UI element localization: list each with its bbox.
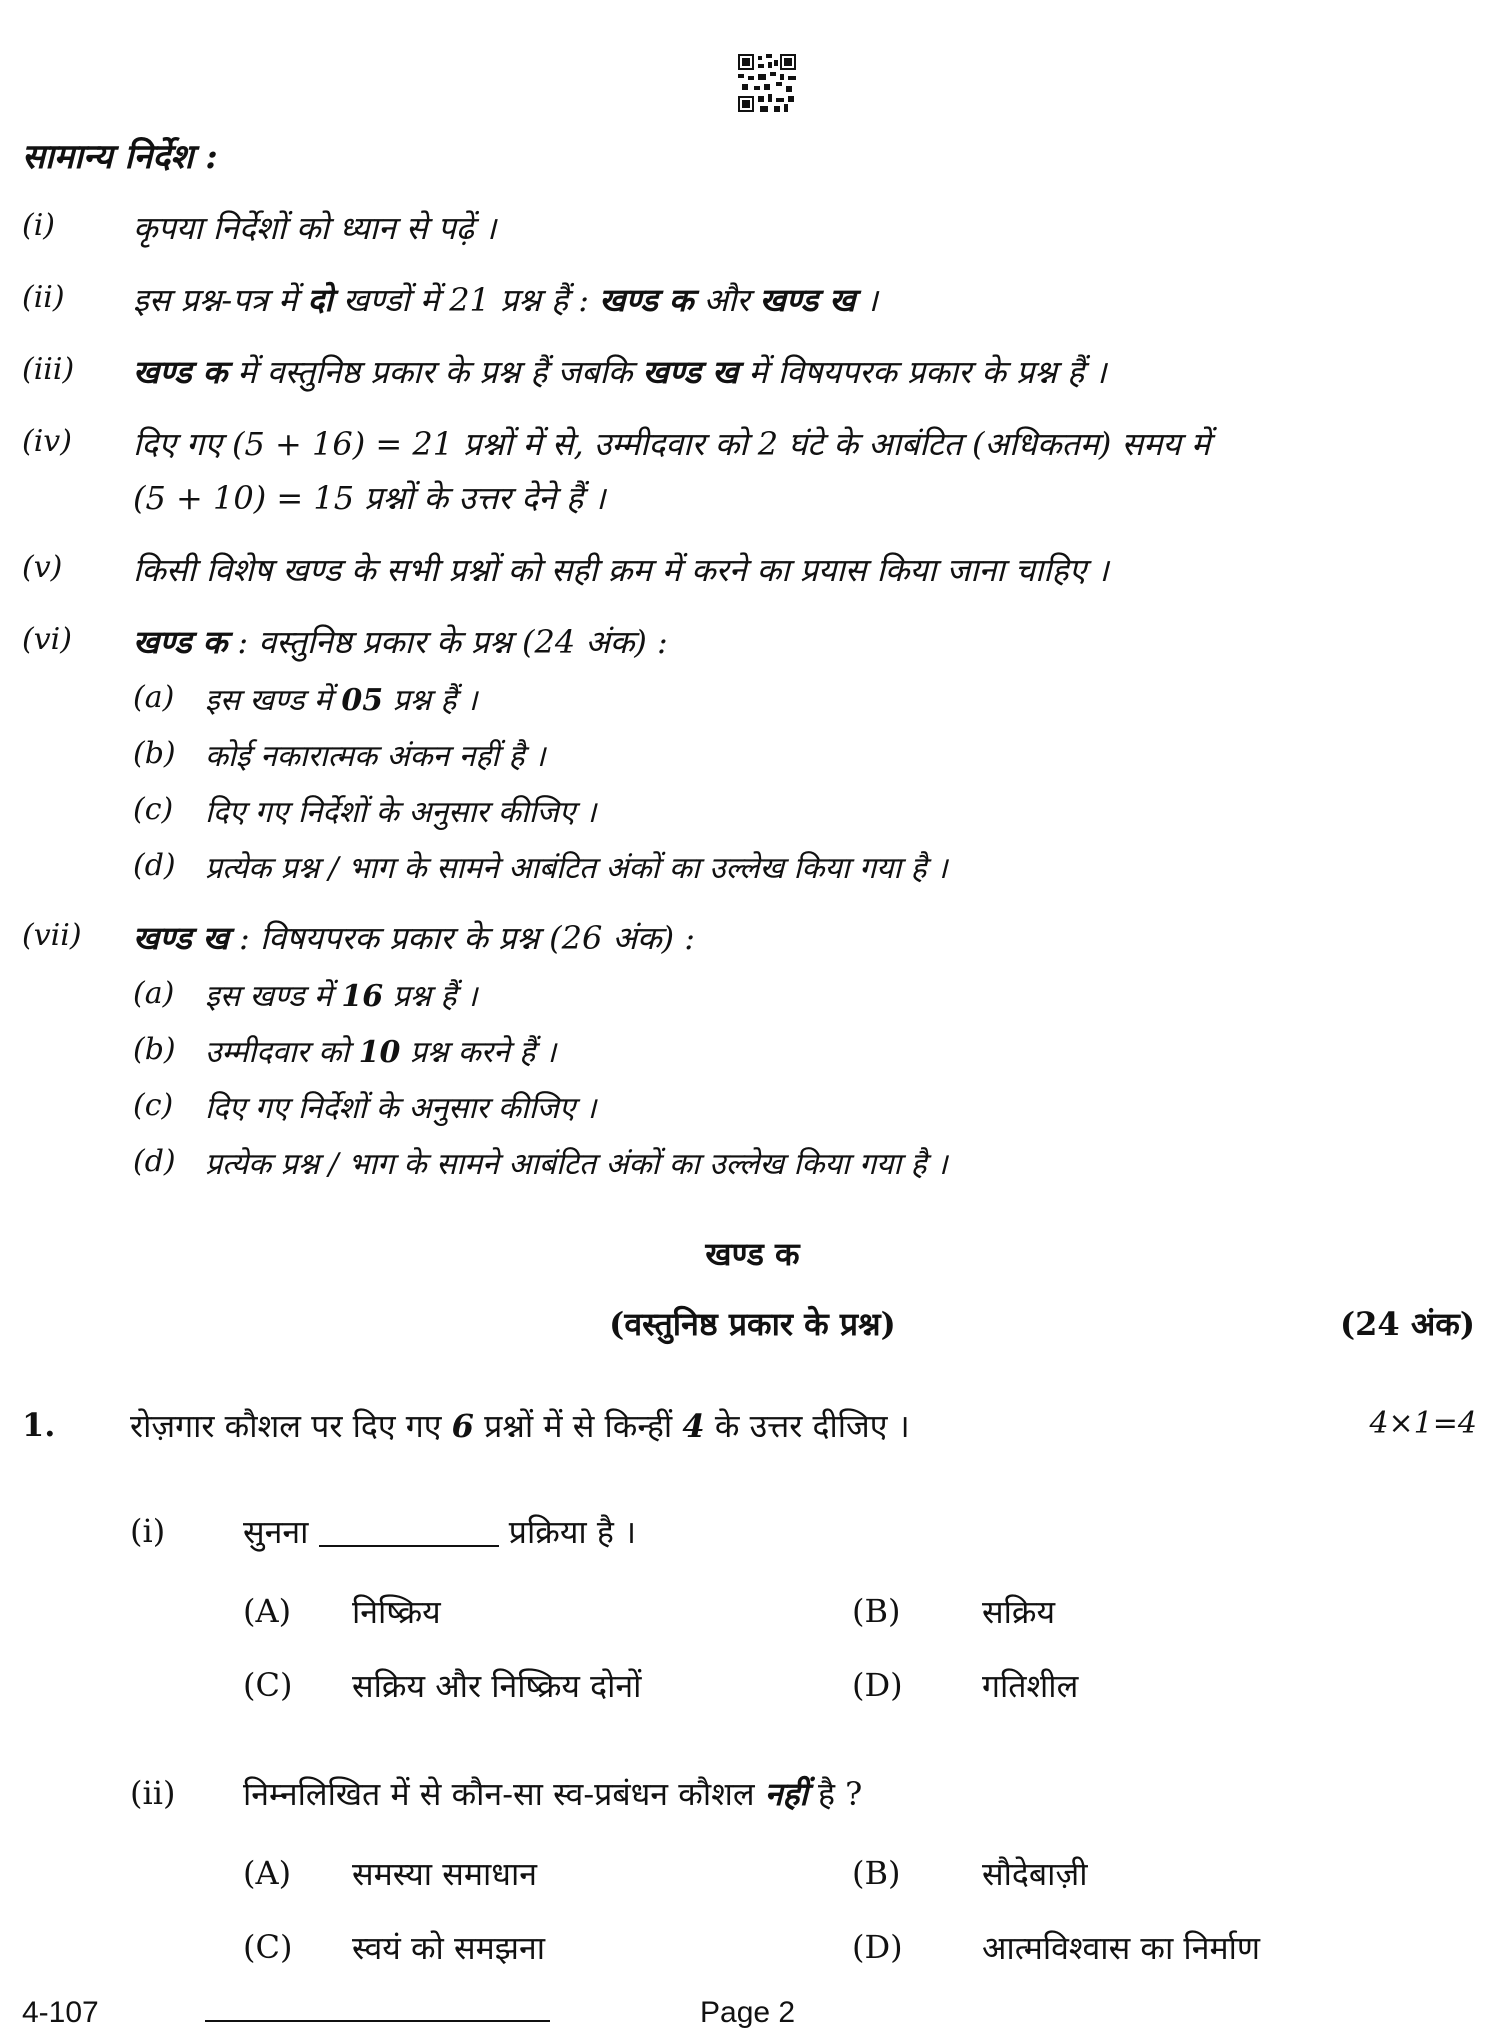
sub-text: दिए गए निर्देशों के अनुसार कीजिए । [205, 1091, 597, 1126]
footer-divider [205, 2020, 550, 2022]
option-label: (C) [243, 1666, 293, 1704]
instruction-label: (iv) [22, 424, 72, 459]
option-text: गतिशील [982, 1667, 1079, 1705]
instruction-label: (v) [22, 550, 63, 585]
section-marks: (24 अंक) [1340, 1305, 1475, 1343]
fill-blank [319, 1515, 499, 1547]
instruction-label: (iii) [22, 352, 75, 387]
option-label: (A) [243, 1854, 292, 1892]
sub-label: (d) [133, 848, 176, 883]
instruction-text: खण्ड क में वस्तुनिष्ठ प्रकार के प्रश्न हैं जबकि खण्ड ख में विषयपरक प्रकार के प्रश्न हैं । [133, 353, 1107, 391]
sub-label: (c) [133, 1088, 174, 1123]
option-text: सक्रिय और निष्क्रिय दोनों [352, 1667, 642, 1705]
sub-text: कोई नकारात्मक अंकन नहीं है । [205, 739, 546, 774]
option-text: सक्रिय [982, 1593, 1056, 1631]
sub-text: इस खण्ड में 16 प्रश्न हैं । [205, 979, 478, 1014]
instruction-label: (ii) [22, 280, 65, 315]
part-stem: निम्नलिखित में से कौन-सा स्व-प्रबंधन कौशल नहीं है ? [243, 1775, 863, 1813]
sub-label: (c) [133, 792, 174, 827]
sub-text: उम्मीदवार को 10 प्रश्न करने हैं । [205, 1035, 557, 1070]
instruction-text: कृपया निर्देशों को ध्यान से पढ़ें । [133, 209, 497, 247]
sub-label: (d) [133, 1144, 176, 1179]
instruction-label: (vi) [22, 622, 72, 657]
page-title: सामान्य निर्देश : [22, 137, 218, 177]
option-text: समस्या समाधान [352, 1855, 538, 1893]
section-subtitle: (वस्तुनिष्ठ प्रकार के प्रश्न) [609, 1305, 896, 1343]
sub-text: प्रत्येक प्रश्न / भाग के सामने आबंटित अंकों का उल्लेख किया गया है । [205, 851, 948, 886]
option-label: (D) [852, 1928, 903, 1966]
section-title: खण्ड क [705, 1235, 800, 1273]
option-label: (B) [852, 1592, 901, 1630]
option-label: (A) [243, 1592, 292, 1630]
part-label: (i) [130, 1512, 166, 1550]
sub-text: इस खण्ड में 05 प्रश्न हैं । [205, 683, 478, 718]
part-label: (ii) [130, 1774, 176, 1812]
option-text: आत्मविश्वास का निर्माण [982, 1929, 1261, 1967]
section-b-heading: खण्ड ख : विषयपरक प्रकार के प्रश्न (26 अंक) : [133, 919, 696, 957]
question-text: रोज़गार कौशल पर दिए गए 6 प्रश्नों में से किन्हीं 4 के उत्तर दीजिए । [130, 1407, 910, 1445]
page-number: Page 2 [700, 1996, 796, 2029]
sub-label: (b) [133, 736, 176, 771]
option-text: सौदेबाज़ी [982, 1855, 1088, 1893]
option-text: स्वयं को समझना [352, 1929, 546, 1967]
instruction-text: दिए गए (5 + 16) = 21 प्रश्नों में से, उम्मीदवार को 2 घंटे के आबंटित (अधिकतम) समय में [133, 425, 1211, 463]
question-marks: 4×1=4 [1369, 1406, 1477, 1441]
option-text: निष्क्रिय [352, 1593, 441, 1631]
sub-label: (b) [133, 1032, 176, 1067]
section-a-heading: खण्ड क : वस्तुनिष्ठ प्रकार के प्रश्न (24 अंक) : [133, 623, 668, 661]
sub-text: प्रत्येक प्रश्न / भाग के सामने आबंटित अंकों का उल्लेख किया गया है । [205, 1147, 948, 1182]
instruction-text: किसी विशेष खण्ड के सभी प्रश्नों को सही क्रम में करने का प्रयास किया जाना चाहिए । [133, 551, 1109, 589]
part-stem: सुनना प्रक्रिया है । [243, 1513, 637, 1551]
option-label: (C) [243, 1928, 293, 1966]
sub-label: (a) [133, 976, 175, 1011]
instruction-text: इस प्रश्न-पत्र में दो खण्डों में 21 प्रश्न हैं : खण्ड क और खण्ड ख । [133, 281, 878, 319]
option-label: (B) [852, 1854, 901, 1892]
question-number: 1. [22, 1406, 56, 1444]
instruction-text: (5 + 10) = 15 प्रश्नों के उत्तर देने हैं । [133, 479, 606, 517]
option-label: (D) [852, 1666, 903, 1704]
paper-code: 4-107 [22, 1996, 99, 2029]
sub-text: दिए गए निर्देशों के अनुसार कीजिए । [205, 795, 597, 830]
instruction-label: (vii) [22, 918, 82, 953]
instruction-label: (i) [22, 208, 56, 243]
qr-code-icon [738, 54, 796, 112]
sub-label: (a) [133, 680, 175, 715]
